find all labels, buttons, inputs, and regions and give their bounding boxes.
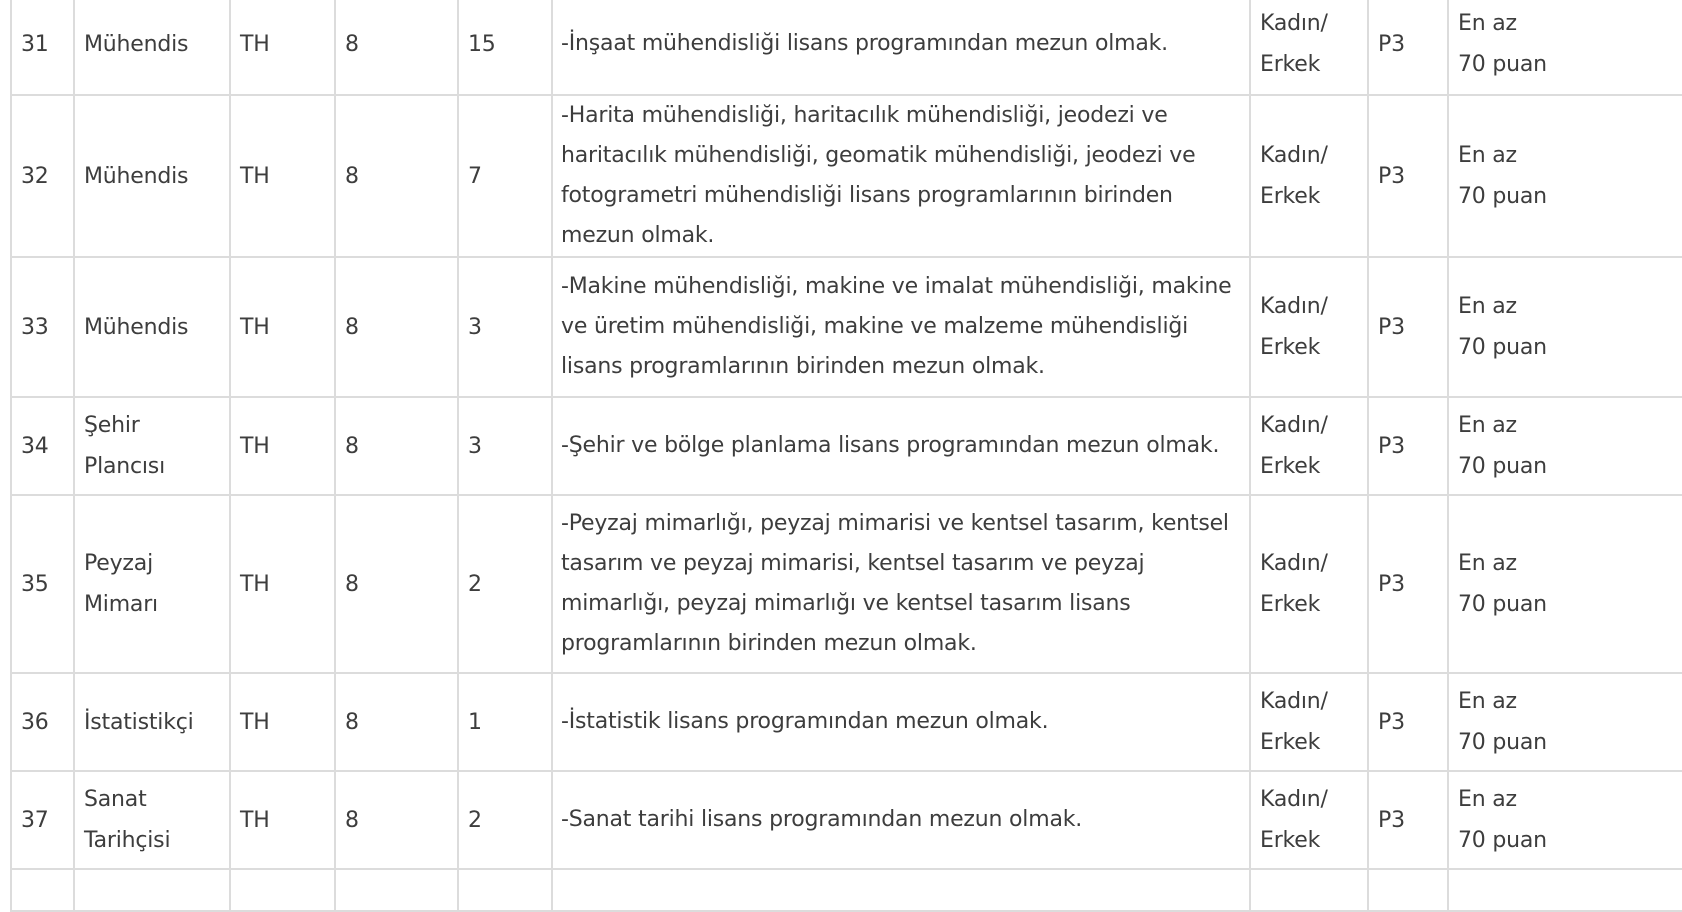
table-row <box>11 495 1682 673</box>
degree: 8 <box>335 495 458 673</box>
score-line-2: 70 puan <box>1458 52 1547 77</box>
kpss-type: P3 <box>1368 257 1448 397</box>
gender-line-2: Erkek <box>1260 730 1321 755</box>
positions-table-container <box>10 0 1682 912</box>
requirement-text: -Sanat tarihi lisans programından mezun olmak. <box>552 771 1250 869</box>
position-count: 1 <box>458 673 552 771</box>
gender-line-1: Kadın/ <box>1260 11 1328 36</box>
kpss-type: P3 <box>1368 673 1448 771</box>
gender-cell <box>1250 495 1368 673</box>
min-score-cell <box>1448 771 1682 869</box>
row-number: 35 <box>11 495 74 673</box>
gender-line-2: Erkek <box>1260 335 1321 360</box>
score-line-2: 70 puan <box>1458 184 1547 209</box>
position-title: Peyzaj Mimarı <box>74 495 230 673</box>
gender-line-2: Erkek <box>1260 184 1321 209</box>
empty-cell <box>11 869 74 911</box>
gender-line-1: Kadın/ <box>1260 143 1328 168</box>
service-class: TH <box>230 257 335 397</box>
position-title: Sanat Tarihçisi <box>74 771 230 869</box>
gender-line-2: Erkek <box>1260 592 1321 617</box>
row-number: 34 <box>11 397 74 495</box>
degree: 8 <box>335 397 458 495</box>
gender-line-2: Erkek <box>1260 454 1321 479</box>
gender-cell <box>1250 257 1368 397</box>
service-class: TH <box>230 673 335 771</box>
service-class: TH <box>230 0 335 95</box>
requirement-text: -Makine mühendisliği, makine ve imalat mühendisliği, makine ve üretim mühendisliği, makine ve malzeme mühendisliği lisans programlarının birinden mezun olmak. <box>552 257 1250 397</box>
score-line-2: 70 puan <box>1458 592 1547 617</box>
score-line-2: 70 puan <box>1458 828 1547 853</box>
score-line-2: 70 puan <box>1458 730 1547 755</box>
gender-cell <box>1250 0 1368 95</box>
min-score-cell <box>1448 673 1682 771</box>
degree: 8 <box>335 673 458 771</box>
requirement-text: -İnşaat mühendisliği lisans programından mezun olmak. <box>552 0 1250 95</box>
kpss-type: P3 <box>1368 397 1448 495</box>
row-number: 37 <box>11 771 74 869</box>
gender-cell <box>1250 95 1368 257</box>
position-count: 2 <box>458 771 552 869</box>
requirement-text: -Harita mühendisliği, haritacılık mühendisliği, jeodezi ve haritacılık mühendisliği, geomatik mühendisliği, jeodezi ve fotogrametri mühendisliği lisans programlarının birinden mezun olmak. <box>552 95 1250 257</box>
empty-cell <box>552 869 1250 911</box>
score-line-1: En az <box>1458 689 1517 714</box>
position-title: Şehir Plancısı <box>74 397 230 495</box>
table-row <box>11 95 1682 257</box>
gender-line-2: Erkek <box>1260 52 1321 77</box>
min-score-cell <box>1448 397 1682 495</box>
score-line-2: 70 puan <box>1458 454 1547 479</box>
degree: 8 <box>335 771 458 869</box>
score-line-1: En az <box>1458 143 1517 168</box>
position-count: 15 <box>458 0 552 95</box>
gender-line-1: Kadın/ <box>1260 689 1328 714</box>
requirement-text: -İstatistik lisans programından mezun olmak. <box>552 673 1250 771</box>
score-line-1: En az <box>1458 551 1517 576</box>
row-number: 36 <box>11 673 74 771</box>
requirement-text: -Peyzaj mimarlığı, peyzaj mimarisi ve kentsel tasarım, kentsel tasarım ve peyzaj mimarisi, kentsel tasarım ve peyzaj mimarlığı, peyzaj mimarlığı ve kentsel tasarım lisans programlarının birinden mezun olmak. <box>552 495 1250 673</box>
empty-cell <box>1448 869 1682 911</box>
table-row <box>11 0 1682 95</box>
score-line-1: En az <box>1458 294 1517 319</box>
service-class: TH <box>230 397 335 495</box>
service-class: TH <box>230 771 335 869</box>
gender-cell <box>1250 771 1368 869</box>
empty-cell <box>74 869 230 911</box>
kpss-type: P3 <box>1368 771 1448 869</box>
score-line-1: En az <box>1458 413 1517 438</box>
table-row <box>11 673 1682 771</box>
kpss-type: P3 <box>1368 95 1448 257</box>
kpss-type: P3 <box>1368 0 1448 95</box>
min-score-cell <box>1448 95 1682 257</box>
table-row <box>11 397 1682 495</box>
gender-line-2: Erkek <box>1260 828 1321 853</box>
kpss-type: P3 <box>1368 495 1448 673</box>
gender-line-1: Kadın/ <box>1260 413 1328 438</box>
empty-cell <box>1250 869 1368 911</box>
gender-cell <box>1250 673 1368 771</box>
positions-table <box>10 0 1682 912</box>
gender-cell <box>1250 397 1368 495</box>
degree: 8 <box>335 0 458 95</box>
table-row <box>11 771 1682 869</box>
requirement-text: -Şehir ve bölge planlama lisans programından mezun olmak. <box>552 397 1250 495</box>
position-count: 7 <box>458 95 552 257</box>
row-number: 31 <box>11 0 74 95</box>
position-title: Mühendis <box>74 257 230 397</box>
score-line-2: 70 puan <box>1458 335 1547 360</box>
service-class: TH <box>230 495 335 673</box>
table-row-partial <box>11 869 1682 911</box>
gender-line-1: Kadın/ <box>1260 551 1328 576</box>
gender-line-1: Kadın/ <box>1260 294 1328 319</box>
position-count: 2 <box>458 495 552 673</box>
min-score-cell <box>1448 0 1682 95</box>
service-class: TH <box>230 95 335 257</box>
position-count: 3 <box>458 397 552 495</box>
position-count: 3 <box>458 257 552 397</box>
row-number: 32 <box>11 95 74 257</box>
position-title: İstatistikçi <box>74 673 230 771</box>
score-line-1: En az <box>1458 787 1517 812</box>
row-number: 33 <box>11 257 74 397</box>
degree: 8 <box>335 95 458 257</box>
position-title: Mühendis <box>74 0 230 95</box>
empty-cell <box>335 869 458 911</box>
empty-cell <box>1368 869 1448 911</box>
score-line-1: En az <box>1458 11 1517 36</box>
gender-line-1: Kadın/ <box>1260 787 1328 812</box>
position-title: Mühendis <box>74 95 230 257</box>
degree: 8 <box>335 257 458 397</box>
min-score-cell <box>1448 495 1682 673</box>
empty-cell <box>230 869 335 911</box>
min-score-cell <box>1448 257 1682 397</box>
table-row <box>11 257 1682 397</box>
empty-cell <box>458 869 552 911</box>
